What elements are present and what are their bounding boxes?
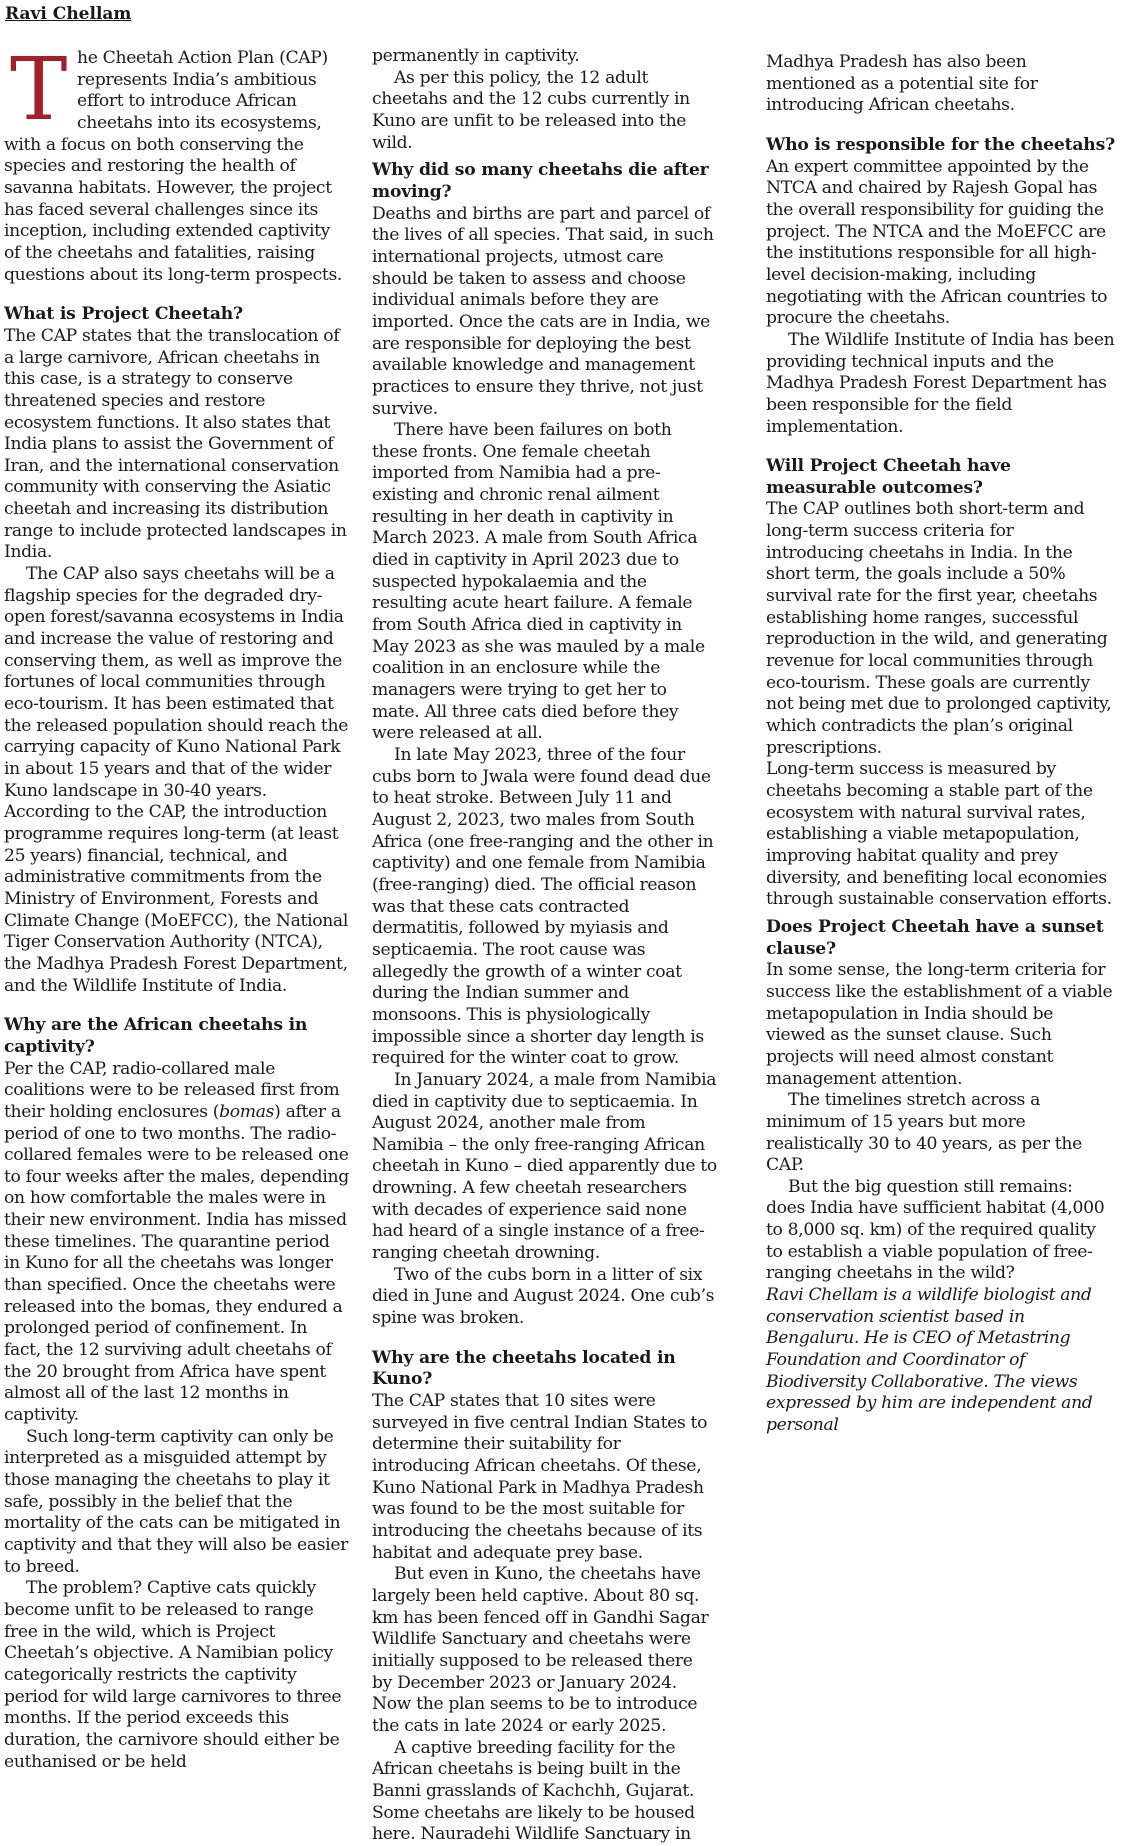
body-paragraph: Such long-term captivity can only be interpreted as a misguided attempt by those managing the cheetahs to play it safe, possibly in the belief that the mortality of the cats can be mitigated in captivity and that they will also be easier to breed. [4, 1426, 349, 1577]
subhead-why-did-cheetahs-die: Why did so many cheetahs die after moving? [372, 160, 709, 202]
body-paragraph: In late May 2023, three of the four cubs born to Jwala were found dead due to heat stroke. Between July 11 and August 2, 2023, two males from South Africa (one free-ranging and the other in captivity) and one female from Namibia (free-ranging) died. The official reason was that these cats contracted dermatitis, followed by myiasis and septicaemia. The root cause was allegedly the growth of a winter coat during the Indian summer and monsoons. This is physiologically impossible since a shorter day length is required for the winter coat to grow. [372, 745, 714, 1069]
body-paragraph: In January 2024, a male from Namibia died in captivity due to septicaemia. In August 2024, another male from Namibia – the only free-ranging African cheetah in Kuno – died apparently due to drowning. A few cheetah researchers with decades of experience said none had heard of a single instance of a free-ranging cheetah drowning. [372, 1069, 717, 1264]
article-column-1 [4, 40, 349, 1773]
body-paragraph: The CAP states that 10 sites were surveyed in five central Indian States to determine their suitability for introducing African cheetahs. Of these, Kuno National Park in Madhya Pradesh was found to be the most suitable for introducing the cheetahs because of its habitat and adequate prey base. [372, 1391, 708, 1563]
article-column-2 [372, 46, 717, 1846]
body-paragraph: permanently in captivity. [372, 46, 580, 66]
body-paragraph: Per the CAP, radio-collared male coalitions were to be released first from their holding enclosures (bomas) after a period of one to two months. The radio-collared females were to be released one to four weeks after the males, depending on how comfortable the males were in their new environment. India has missed these timelines. The quarantine period in Kuno for all the cheetahs was longer than specified. Once the cheetahs were released into the bomas, they endured a prolonged period of confinement. In fact, the 12 surviving adult cheetahs of the 20 brought from Africa have spent almost all of the last 12 months in captivity. [4, 1058, 349, 1426]
subhead-what-is-project-cheetah: What is Project Cheetah? [4, 304, 243, 325]
subhead-who-is-responsible: Who is responsible for the cheetahs? [766, 134, 1115, 155]
intro-paragraph: The Cheetah Action Plan (CAP) represents India’s ambitious effort to introduce African cheetahs into its ecosystems, with a focus on both conserving the species and restoring the health of savanna habitats. However, the project has faced several challenges since its inception, including extended captivity of the cheetahs and fatalities, raising questions about its long-term prospects. [4, 40, 343, 285]
body-paragraph: The CAP states that the translocation of a large carnivore, African cheetahs in this case, is a strategy to conserve threatened species and restore ecosystem functions. It also states that India plans to assist the Government of Iran, and the international conservation community with conserving the Asiatic cheetah and increasing its distribution range to include protected landscapes in India. [4, 325, 347, 563]
body-paragraph: Long-term success is measured by cheetahs becoming a stable part of the ecosystem with natural survival rates, establishing a viable metapopulation, improving habitat quality and prey diversity, and benefiting local economies through sustainable conservation efforts. [766, 759, 1112, 910]
body-paragraph: There have been failures on both these fronts. One female cheetah imported from Namibia had a pre-existing and chronic renal ailment resulting in her death in captivity in March 2023. A male from South Africa died in captivity in April 2023 due to suspected hypokalaemia and the resulting acute heart failure. A female from South Africa died in captivity in May 2023 as she was mauled by a male coalition in an enclosure while the managers were trying to get her to mate. All three cats died before they were released at all. [372, 420, 705, 744]
body-paragraph: The timelines stretch across a minimum of 15 years but more realistically 30 to 40 years, as per the CAP. [766, 1090, 1082, 1176]
body-paragraph: But the big question still remains: does India have sufficient habitat (4,000 to 8,000 sq. km) of the required quality to establish a viable population of free-ranging cheetahs in the wild? [766, 1176, 1105, 1284]
body-paragraph: The problem? Captive cats quickly become unfit to be released to range free in the wild, which is Project Cheetah’s objective. A Namibian policy categorically restricts the captivity period for wild large carnivores to three months. If the period exceeds this duration, the carnivore should either be euthanised or be held [4, 1578, 342, 1772]
body-paragraph: The Wildlife Institute of India has been providing technical inputs and the Madhya Pradesh Forest Department has been responsible for the field implementation. [766, 329, 1115, 437]
article-column-3 [766, 52, 1116, 1437]
body-paragraph: As per this policy, the 12 adult cheetahs and the 12 cubs currently in Kuno are unfit to be released into the wild. [372, 67, 690, 153]
body-paragraph: But even in Kuno, the cheetahs have largely been held captive. About 80 sq. km has been fenced off in Gandhi Sagar Wildlife Sanctuary and cheetahs were initially supposed to be released there by December 2023 or January 2024. Now the plan seems to be to introduce the cats in late 2024 or early 2025. [372, 1564, 709, 1736]
body-paragraph: The CAP also says cheetahs will be a flagship species for the degraded dry-open forest/savanna ecosystems in India and increase the value of restoring and conserving them, as well as improve the fortunes of local communities through eco-tourism. It has been estimated that the released population should reach the carrying capacity of Kuno National Park in about 15 years and that of the wider Kuno landscape in 30-40 years. According to the CAP, the introduction programme requires long-term (at least 25 years) financial, technical, and administrative commitments from the Ministry of Environment, Forests and Climate Change (MoEFCC), the National Tiger Conservation Authority (NTCA), the Madhya Pradesh Forest Department, and the Wildlife Institute of India. [4, 564, 349, 996]
body-paragraph: The CAP outlines both short-term and long-term success criteria for introducing cheetahs in India. In the short term, the goals include a 50% survival rate for the first year, cheetahs establishing home ranges, successful reproduction in the wild, and generating revenue for local communities through eco-tourism. These goals are currently not being met due to prolonged captivity, which contradicts the plan’s original prescriptions. [766, 499, 1112, 758]
drop-cap: T [10, 40, 68, 140]
body-paragraph: An expert committee appointed by the NTCA and chaired by Rajesh Gopal has the overall responsibility for guiding the project. The NTCA and the MoEFCC are the institutions responsible for all high-level decision-making, including negotiating with the African countries to procure the cheetahs. [766, 156, 1108, 329]
body-paragraph: A captive breeding facility for the African cheetahs is being built in the Banni grasslands of Kachchh, Gujarat. Some cheetahs are likely to be housed here. Nauradehi Wildlife Sanctuary in [372, 1737, 695, 1845]
body-paragraph: Madhya Pradesh has also been mentioned as a potential site for introducing African cheetahs. [766, 52, 1038, 116]
subhead-why-kuno: Why are the cheetahs located in Kuno? [372, 1347, 676, 1390]
subhead-measurable-outcomes: Will Project Cheetah have measurable outcomes? [766, 456, 1011, 498]
byline: Ravi Chellam [5, 4, 132, 24]
body-paragraph: In some sense, the long-term criteria for success like the establishment of a viable metapopulation in India should be viewed as the sunset clause. Such projects will need almost constant management attention. [766, 960, 1113, 1089]
subhead-sunset-clause: Does Project Cheetah have a sunset clause? [766, 916, 1104, 959]
author-bio: Ravi Chellam is a wildlife biologist and conservation scientist based in Bengaluru. He is CEO of Metastring Foundation and Coordinator of Biodiversity Collaborative. The views expressed by him are independent and personal [766, 1285, 1093, 1436]
body-paragraph: Deaths and births are part and parcel of the lives of all species. That said, in such international projects, utmost care should be taken to assess and choose individual animals before they are imported. Once the cats are in India, we are responsible for deploying the best available knowledge and management practices to ensure they thrive, not just survive. [372, 203, 714, 419]
subhead-why-in-captivity: Why are the African cheetahs in captivity? [4, 1015, 308, 1057]
body-paragraph: Two of the cubs born in a litter of six died in June and August 2024. One cub’s spine was broken. [372, 1264, 715, 1329]
